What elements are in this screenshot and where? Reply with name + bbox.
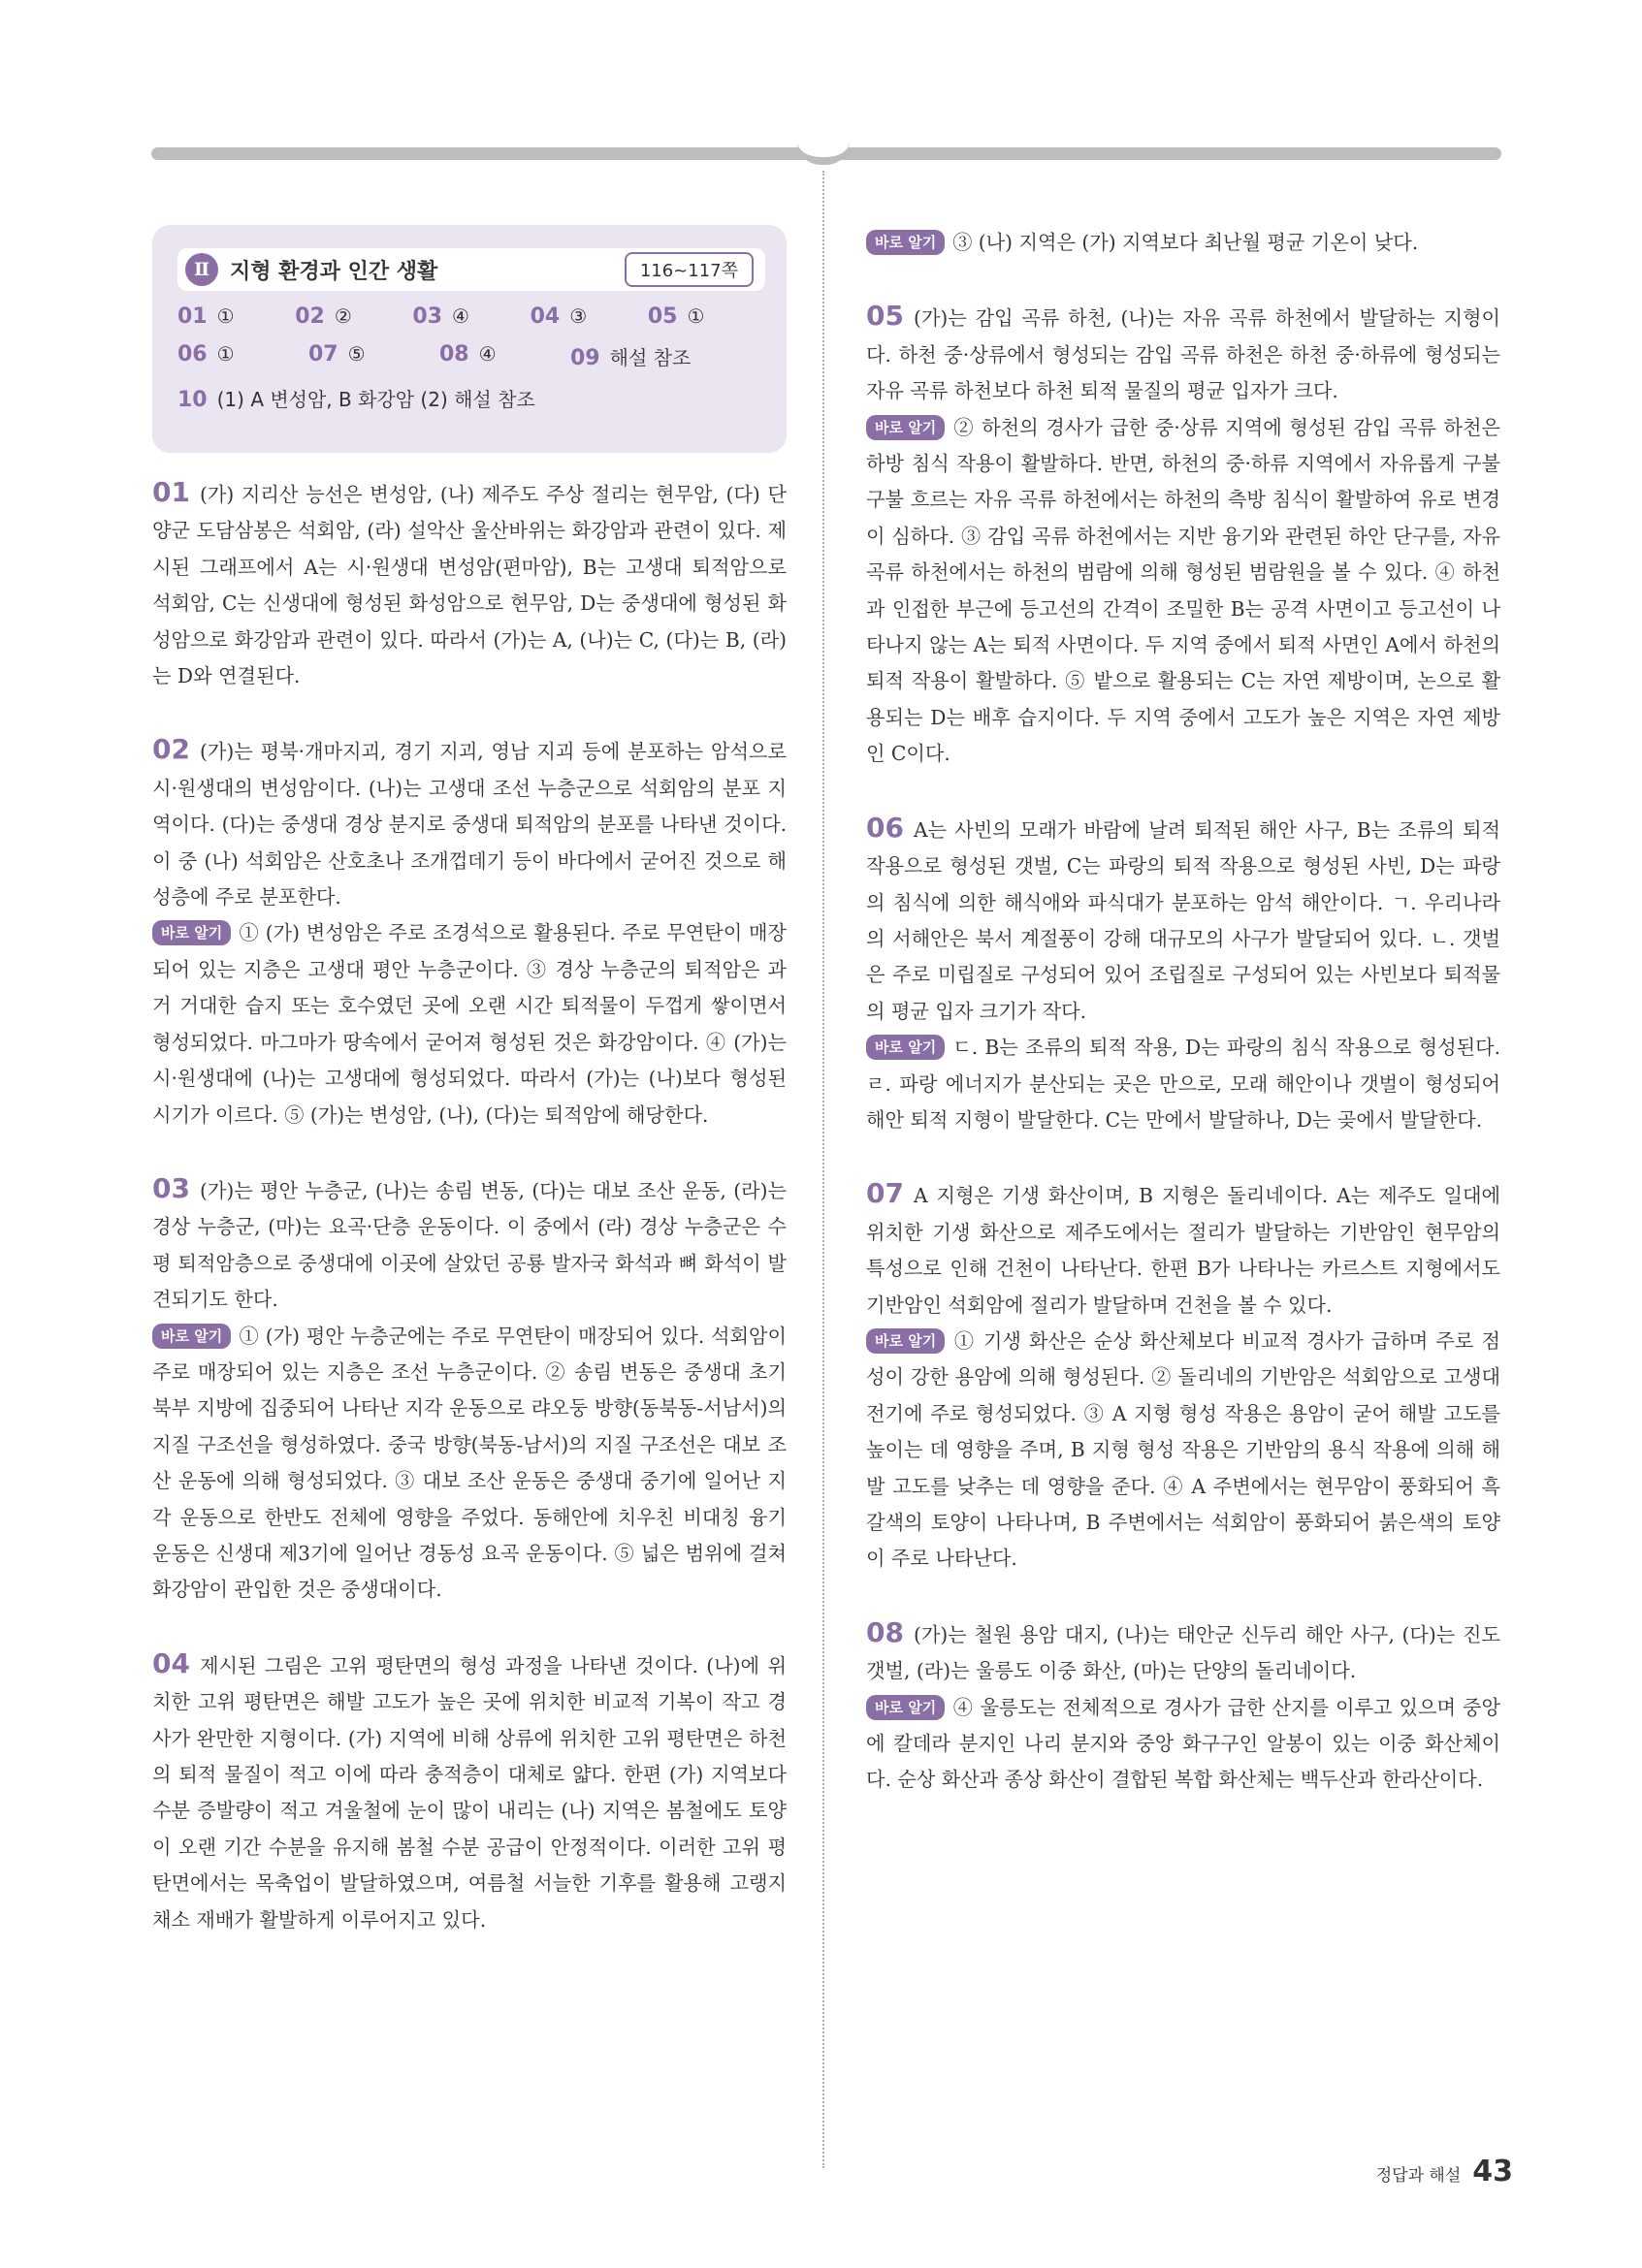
column-divider [822,171,824,2168]
baro-algi-text: ② 하천의 경사가 급한 중·상류 지역에 형성된 감입 곡류 하천은 하방 침식 작용이 활발하다. 반면, 하천의 중·하류 지역에서 자유롭게 구불구불 흐르는 자유 곡류 하천에서는 하천의 측방 침식이 활발하여 유로 변경이 심하다. ③ 감입 곡류 하천에서는 지반 융기와 관련된 하안 단구를, 자유 곡류 하천에서는 하천의 범람에 의해 형성된 범람원을 볼 수 있다. ④ 하천과 인접한 부근에 등고선의 간격이 조밀한 B는 공격 사면이고 등고선이 나타나지 않는 A는 퇴적 사면이다. 두 지역 중에서 퇴적 사면인 A에서 하천의 퇴적 작용이 활발하다. ⑤ 밭으로 활용되는 C는 자연 제방이며, 논으로 활용되는 D는 배후 습지이다. 두 지역 중에서 고도가 높은 지역은 자연 제방인 C이다. [866,415,1500,766]
baro-algi-text: ④ 울릉도는 전체적으로 경사가 급한 산지를 이루고 있으며 중앙에 칼데라 분지인 나리 분지와 중앙 화구구인 알봉이 있는 이중 화산체이다. 순상 화산과 종상 화산이 결합된 복합 화산체는 백두산과 한라산이다. [866,1695,1500,1792]
left-column [152,225,787,1975]
explanation-text: (가) 지리산 능선은 변성암, (나) 제주도 주상 절리는 현무암, (다) 단양군 도담삼봉은 석회암, (라) 설악산 울산바위는 화강암과 관련이 있다. 제시된 그래프에서 A는 시·원생대 변성암(편마암), B는 고생대 퇴적암으로 석회암, C는 신생대에 형성된 화성암으로 현무암, D는 중생대에 형성된 화성암으로 화강암과 관련이 있다. 따라서 (가)는 A, (나)는 C, (다)는 B, (라)는 D와 연결된다. [152,483,787,688]
baro-algi-badge: 바로 알기 [866,1035,945,1060]
explanation-text: (가)는 평안 누층군, (나)는 송림 변동, (다)는 대보 조산 운동, (라)는 경상 누층군, (마)는 요곡·단층 운동이다. 이 중에서 (라) 경상 누층군은 수평 퇴적암층으로 중생대에 이곳에 살았던 공룡 발자국 화석과 뼈 화석이 발견되기도 한다. [152,1178,787,1312]
baro-algi-badge: 바로 알기 [152,920,231,945]
answer-item: 04 ③ [530,304,588,329]
answer-item: 07 ⑤ [308,342,366,367]
chapter-title: 지형 환경과 인간 생활 [230,259,438,284]
question-number: 05 [866,300,904,333]
answer-item: 05 ① [647,304,705,329]
answer-row [177,304,765,329]
answer-item: 01 ① [177,304,235,329]
question-number: 03 [152,1171,190,1204]
answer-key-header [177,248,765,291]
baro-algi-text: ① (가) 변성암은 주로 조경석으로 활용된다. 주로 무연탄이 매장되어 있는 지층은 고생대 평안 누층군이다. ③ 경상 누층군의 퇴적암은 과거 거대한 습지 또는 호수였던 곳에 오랜 시간 퇴적물이 두껍게 쌓이면서 형성되었다. 마그마가 땅속에서 굳어져 형성된 것은 화강암이다. ④ (가)는 시·원생대에 (나)는 고생대에 형성되었다. 따라서 (가)는 (나)보다 형성된 시기가 이르다. ⑤ (가)는 변성암, (나), (다)는 퇴적암에 해당한다. [152,921,787,1127]
explanation-03 [152,1170,787,1609]
explanation-02 [152,731,787,1133]
explanation-06 [866,810,1500,1139]
page-footer [1376,2155,1513,2188]
answer-item: 02 ② [295,304,352,329]
answer-item: 08 ④ [439,342,497,367]
answer-row [177,384,765,412]
baro-algi-badge: 바로 알기 [866,415,945,440]
baro-algi-badge: 바로 알기 [866,1695,945,1720]
baro-algi-text: ① (가) 평안 누층군에는 주로 무연탄이 매장되어 있다. 석회암이 주로 매장되어 있는 지층은 조선 누층군이다. ② 송림 변동은 중생대 초기 북부 지방에 집중되어 나타난 지각 운동으로 랴오둥 방향(동북동-서남서)의 지질 구조선을 형성하였다. 중국 방향(북동-남서)의 지질 구조선은 대보 조산 운동에 의해 형성되었다. ③ 대보 조산 운동은 중생대 중기에 일어난 지각 운동으로 한반도 전체에 영향을 주었다. 동해안에 치우친 비대칭 융기 운동은 신생대 제3기에 일어난 경동성 요곡 운동이다. ⑤ 넓은 범위에 걸쳐 화강암이 관입한 것은 중생대이다. [152,1324,787,1602]
explanation-text: (가)는 감입 곡류 하천, (나)는 자유 곡류 하천에서 발달하는 지형이다. 하천 중·상류에서 형성되는 감입 곡류 하천은 하천 중·하류에 형성되는 자유 곡류 하천보다 하천 퇴적 물질의 평균 입자가 크다. [866,306,1500,403]
baro-algi-badge: 바로 알기 [152,1324,231,1349]
explanation-04 [152,1645,787,1938]
top-rule-notch [797,142,850,165]
explanation-text: (가)는 철원 용암 대지, (나)는 태안군 신두리 해안 사구, (다)는 진도 갯벌, (라)는 울릉도 이중 화산, (마)는 단양의 돌리네이다. [866,1622,1500,1683]
explanation-text: (가)는 평북·개마지괴, 경기 지괴, 영남 지괴 등에 분포하는 암석으로 시·원생대의 변성암이다. (나)는 고생대 조선 누층군으로 석회암의 분포 지역이다. (다)는 중생대 경상 분지로 중생대 퇴적암의 분포를 나타낸 것이다. 이 중 (나) 석회암은 산호초나 조개껍데기 등이 바다에서 굳어진 것으로 해성층에 주로 분포한다. [152,740,787,910]
explanation-text: 제시된 그림은 고위 평탄면의 형성 과정을 나타낸 것이다. (나)에 위치한 고위 평탄면은 해발 고도가 높은 곳에 위치한 비교적 기복이 작고 경사가 완만한 지형이다. (가) 지역에 비해 상류에 위치한 고위 평탄면은 하천의 퇴적 물질이 적고 이에 따라 충적층이 대체로 얇다. 한편 (가) 지역보다 수분 증발량이 적고 겨울철에 눈이 많이 내리는 (나) 지역은 봄철에도 토양이 오랜 기간 수분을 유지해 봄철 수분 공급이 안정적이다. 이러한 고위 평탄면에서는 목축업이 발달하였으며, 여름철 서늘한 기후를 활용해 고랭지 채소 재배가 활발하게 이루어지고 있다. [152,1653,787,1932]
answer-key-box [152,225,787,453]
answer-item: 09 해설 참조 [570,346,692,370]
answer-item: 06 ① [177,342,235,367]
explanation-07 [866,1175,1500,1577]
question-number: 06 [866,811,904,844]
baro-algi-text: ㄷ. B는 조류의 퇴적 작용, D는 파랑의 침식 작용으로 형성된다. ㄹ. 파랑 에너지가 분산되는 곳은 만으로, 모래 해안이나 갯벌이 형성되어 해안 퇴적 지형이 발달한다. C는 만에서 발달하나, D는 곶에서 발달한다. [866,1036,1500,1132]
page-number: 43 [1472,2155,1513,2188]
page-range-badge: 116~117쪽 [625,252,754,287]
answer-item: 03 ④ [412,304,469,329]
explanation-text: A는 사빈의 모래가 바람에 날려 퇴적된 해안 사구, B는 조류의 퇴적 작용으로 형성된 갯벌, C는 파랑의 퇴적 작용으로 형성된 사빈, D는 파랑의 침식에 의한 해식애와 파식대가 분포하는 암석 해안이다. ㄱ. 우리나라의 서해안은 북서 계절풍이 강해 대규모의 사구가 발달되어 있다. ㄴ. 갯벌은 주로 미립질로 구성되어 있어 조립질로 구성되어 있는 사빈보다 퇴적물의 평균 입자 크기가 작다. [866,817,1500,1023]
right-column [866,225,1500,1836]
explanation-04-continued [866,225,1500,261]
baro-algi-badge: 바로 알기 [866,230,945,255]
explanation-01 [152,474,787,694]
baro-algi-badge: 바로 알기 [866,1328,945,1354]
chapter-roman-badge: Ⅱ [185,253,218,286]
question-number: 08 [866,1615,904,1648]
question-number: 07 [866,1177,904,1210]
question-number: 04 [152,1646,190,1679]
answer-item: 10 (1) A 변성암, B 화강암 (2) 해설 참조 [177,388,535,412]
answer-row [177,342,765,370]
question-number: 01 [152,476,190,508]
explanation-08 [866,1614,1500,1799]
baro-algi-text: ① 기생 화산은 순상 화산체보다 비교적 경사가 급하며 주로 점성이 강한 용암에 의해 형성된다. ② 돌리네의 기반암은 석회암으로 고생대 전기에 주로 형성되었다. ③ A 지형 형성 작용은 용암이 굳어 해발 고도를 높이는 데 영향을 주며, B 지형 형성 작용은 기반암의 용식 작용에 의해 해발 고도를 낮추는 데 영향을 준다. ④ A 주변에서는 현무암이 풍화되어 흑갈색의 토양이 나타나며, B 주변에서는 석회암이 풍화되어 붉은색의 토양이 주로 나타난다. [866,1328,1500,1571]
footer-label: 정답과 해설 [1375,2166,1462,2186]
question-number: 02 [152,733,190,766]
baro-algi-text: ③ (나) 지역은 (가) 지역보다 최난월 평균 기온이 낮다. [952,231,1419,254]
explanation-05 [866,298,1500,772]
explanation-text: A 지형은 기생 화산이며, B 지형은 돌리네이다. A는 제주도 일대에 위치한 기생 화산으로 제주도에서는 절리가 발달하는 기반암인 현무암의 특성으로 인해 건천이 나타난다. 한편 B가 나타나는 카르스트 지형에서도 기반암인 석회암에 절리가 발달하며 건천을 볼 수 있다. [866,1184,1500,1317]
